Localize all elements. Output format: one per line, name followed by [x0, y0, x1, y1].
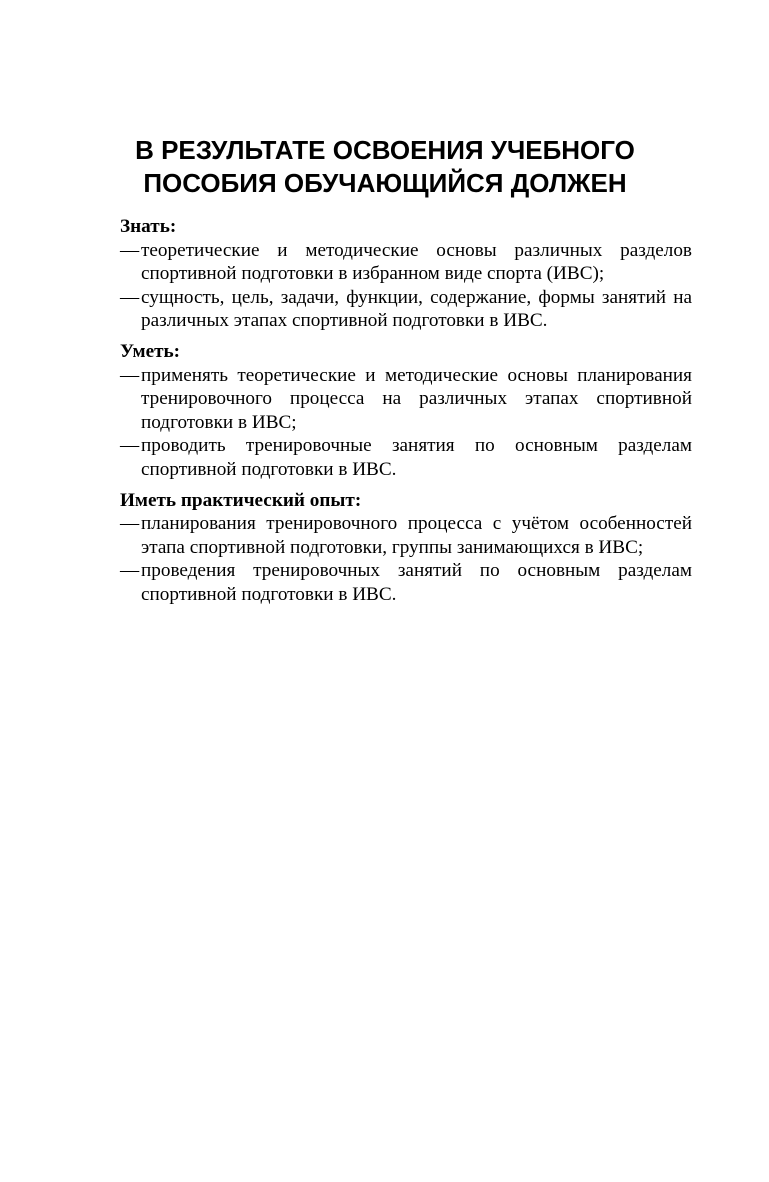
dash-marker: — [120, 513, 140, 535]
dash-marker: — [120, 435, 140, 457]
list-item-text: сущность, цель, задачи, функции, содержание, формы занятий на различных этапах спортивной подготовки в ИВС. [141, 286, 692, 332]
list-item [120, 512, 692, 559]
dash-marker: — [120, 239, 140, 261]
list-item-text: применять теоретические и методические основы планирования тренировочного процесса на различных этапах спортивной подготовки в ИВС; [141, 364, 692, 433]
dash-marker: — [120, 364, 140, 386]
section-experience-list [120, 512, 692, 606]
section-know [120, 215, 692, 333]
list-item [120, 559, 692, 606]
page-title-line-1: В РЕЗУЛЬТАТЕ ОСВОЕНИЯ УЧЕБНОГО [135, 135, 635, 165]
list-item-text: проводить тренировочные занятия по основным разделам спортивной подготовки в ИВС. [141, 435, 692, 480]
learning-outcomes [120, 215, 692, 614]
section-can [120, 340, 692, 482]
section-know-title: Знать: [120, 216, 177, 237]
section-can-list [120, 364, 692, 482]
page-title [80, 134, 690, 200]
list-item-text: проведения тренировочных занятий по основным разделам спортивной подготовки в ИВС. [141, 560, 692, 605]
list-item [120, 286, 692, 333]
list-item [120, 364, 692, 435]
section-know-list [120, 239, 692, 333]
dash-marker: — [120, 560, 140, 582]
page-title-line-2: ПОСОБИЯ ОБУЧАЮЩИЙСЯ ДОЛЖЕН [143, 168, 627, 198]
list-item [120, 434, 692, 481]
dash-marker: — [120, 286, 140, 308]
section-can-title: Уметь: [120, 340, 181, 362]
list-item-text: планирования тренировочного процесса с учётом особенностей этапа спортивной подготовки, группы занимающихся в ИВС; [141, 513, 692, 558]
section-experience [120, 489, 692, 607]
list-item-text: теоретические и методические основы различных разделов спортивной подготовки в избранном виде спорта (ИВС); [141, 239, 692, 285]
list-item [120, 239, 692, 286]
section-experience-title: Иметь практический опыт: [120, 489, 362, 511]
